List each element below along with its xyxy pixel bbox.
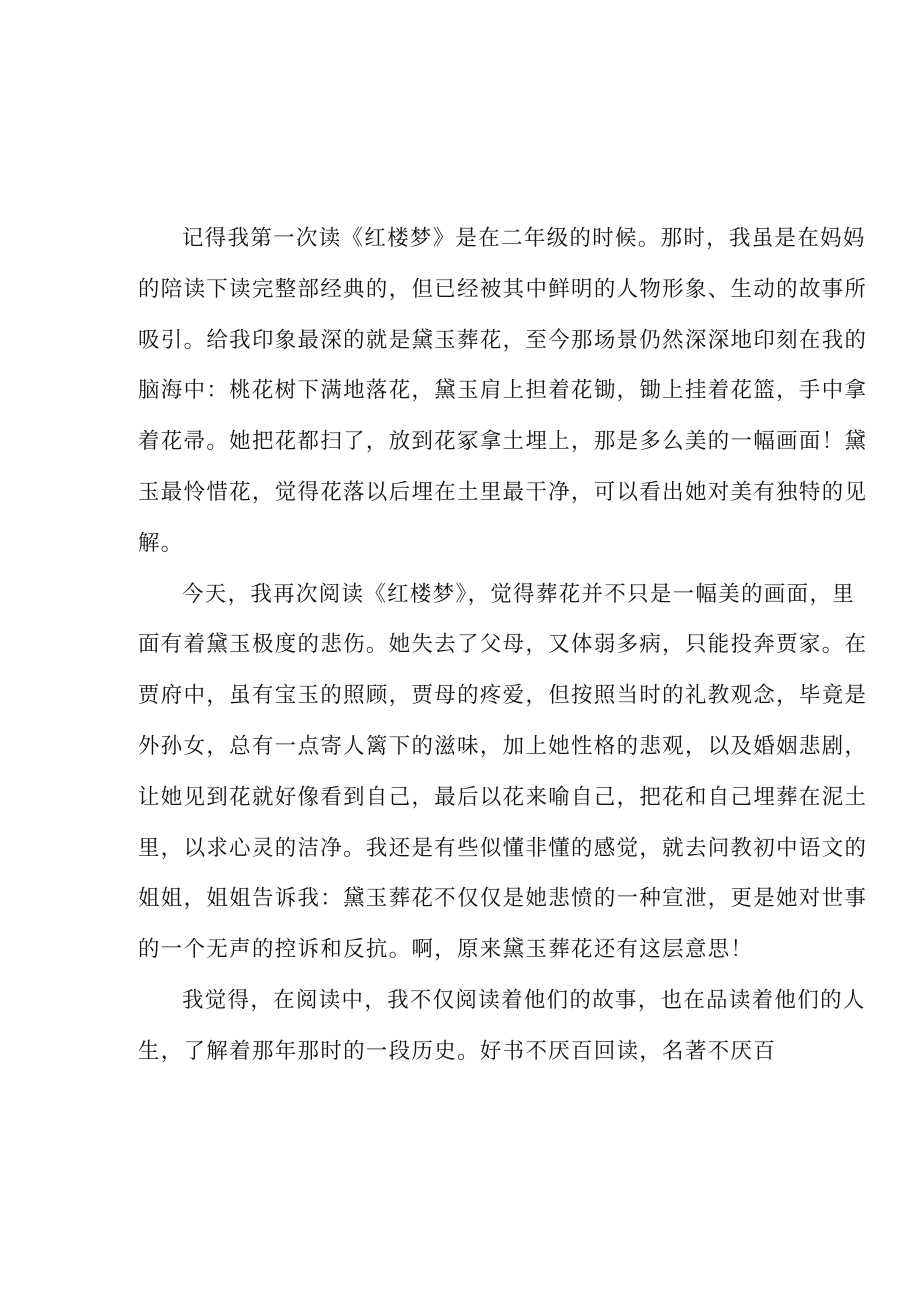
text-line: 解。 xyxy=(138,530,184,556)
text-line: 的陪读下读完整部经典的，但已经被其中鲜明的人物形象、生动的故事所 xyxy=(138,276,868,302)
text-line: 让她见到花就好像看到自己，最后以花来喻自己，把花和自己埋葬在泥土 xyxy=(138,784,868,810)
text-line: 面有着黛玉极度的悲伤。她失去了父母，又体弱多病，只能投奔贾家。在 xyxy=(138,632,868,658)
essay-body xyxy=(138,214,868,1078)
text-line: 的一个无声的控诉和反抗。啊，原来黛玉葬花还有这层意思！ xyxy=(138,937,754,963)
text-line: 吸引。给我印象最深的就是黛玉葬花，至今那场景仍然深深地印刻在我的 xyxy=(138,327,868,353)
text-line: 今天，我再次阅读《红楼梦》，觉得葬花并不只是一幅美的画面，里 xyxy=(182,581,856,607)
text-line: 我觉得，在阅读中，我不仅阅读着他们的故事，也在品读着他们的人 xyxy=(182,987,866,1013)
paragraph-2 xyxy=(138,570,868,976)
text-line: 里，以求心灵的洁净。我还是有些似懂非懂的感觉，就去问教初中语文的 xyxy=(138,835,868,861)
text-line: 着花帚。她把花都扫了，放到花冢拿土埋上，那是多么美的一幅画面！黛 xyxy=(138,429,868,455)
text-line: 记得我第一次读《红楼梦》是在二年级的时候。那时，我虽是在妈妈 xyxy=(182,226,866,251)
paragraph-3 xyxy=(138,976,866,1078)
text-line: 玉最怜惜花，觉得花落以后埋在土里最干净，可以看出她对美有独特的见 xyxy=(138,479,868,505)
text-line: 生，了解着那年那时的一段历史。好书不厌百回读，名著不厌百 xyxy=(138,1038,777,1064)
paragraph-1 xyxy=(138,214,868,570)
text-line: 贾府中，虽有宝玉的照顾，贾母的疼爱，但按照当时的礼教观念，毕竟是 xyxy=(138,683,868,709)
text-line: 脑海中：桃花树下满地落花，黛玉肩上担着花锄，锄上挂着花篮，手中拿 xyxy=(138,378,868,404)
text-line: 姐姐，姐姐告诉我：黛玉葬花不仅仅是她悲愤的一种宣泄，更是她对世事 xyxy=(138,886,868,912)
text-line: 外孙女，总有一点寄人篱下的滋味，加上她性格的悲观，以及婚姻悲剧， xyxy=(138,733,868,759)
